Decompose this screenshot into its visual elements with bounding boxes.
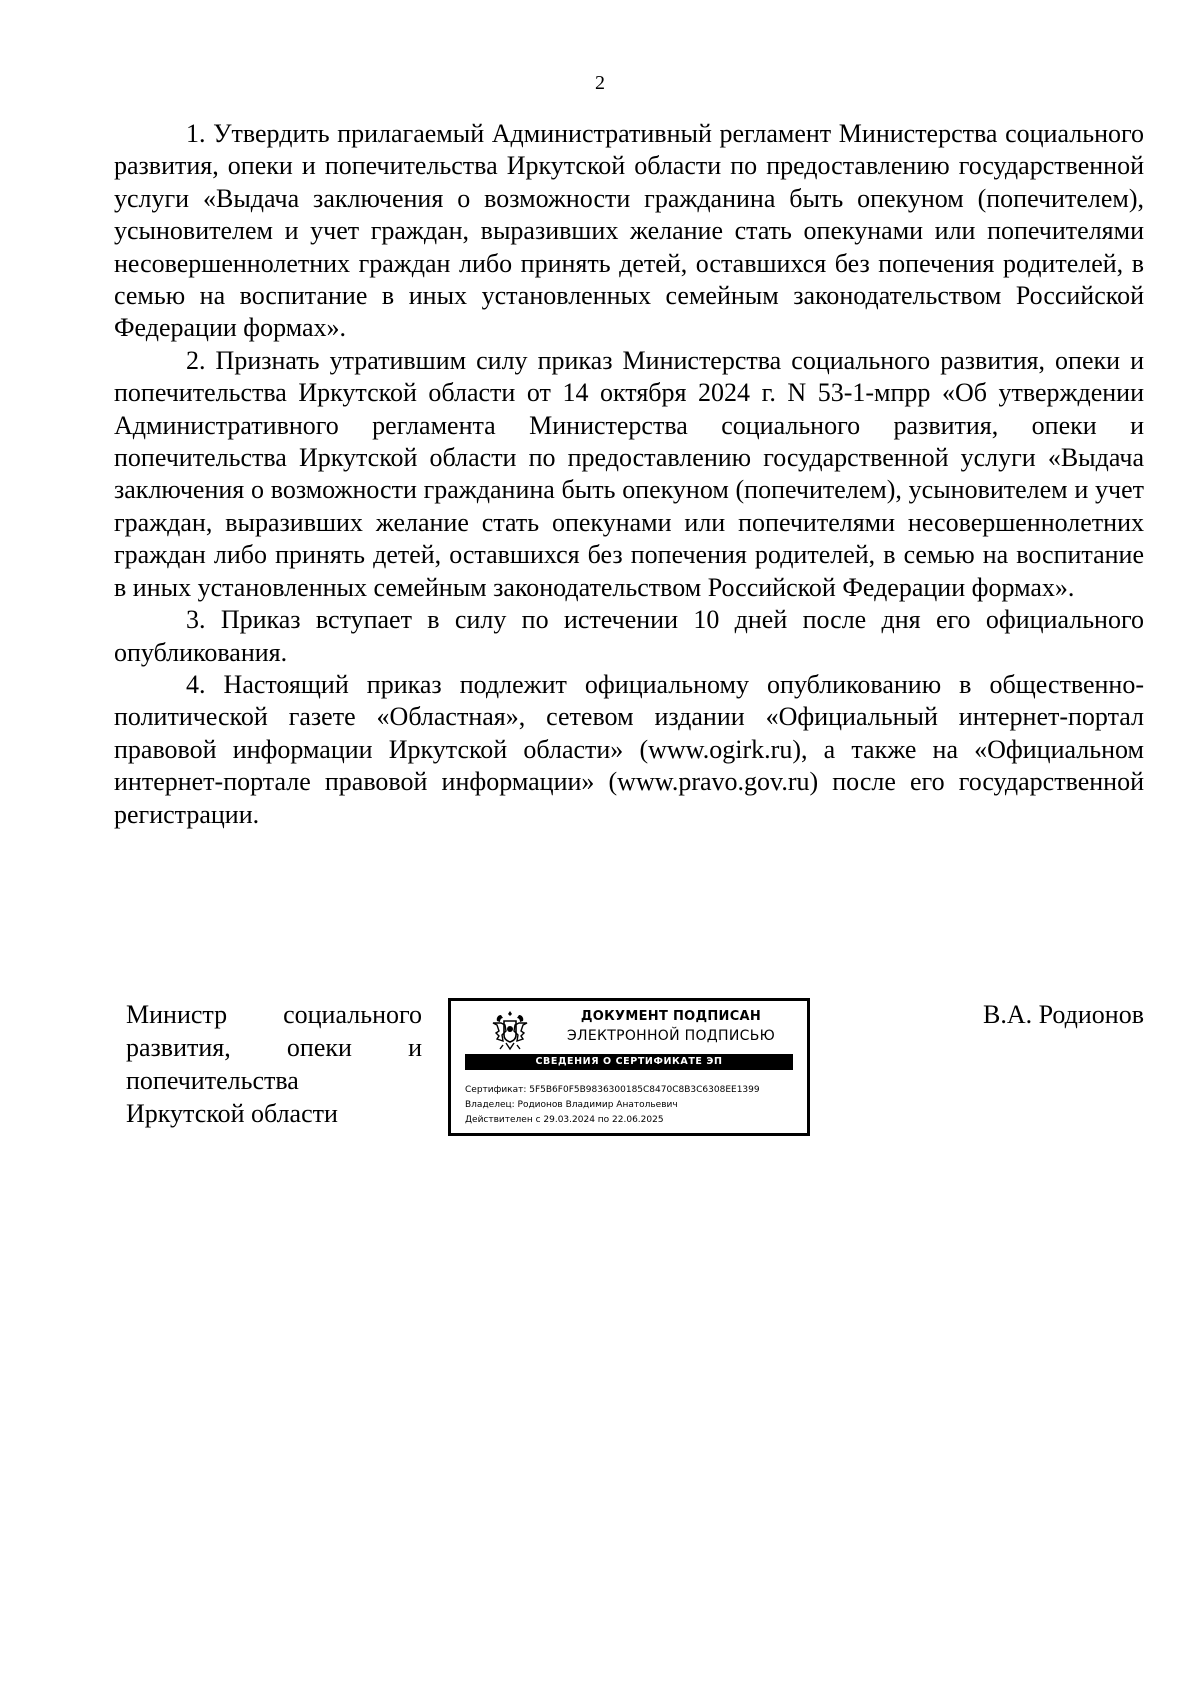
stamp-validity: Действителен с 29.03.2024 по 22.06.2025 <box>465 1115 664 1125</box>
paragraph-2: 2. Признать утратившим силу приказ Министерства социального развития, опеки и попечительства Иркутской области от 14 октября 2024 г. N 53-1-мпрр «Об утверждении Административного регламента Министерства социального развития, опеки и попечительства Иркутской области по предоставлению государственной услуги «Выдача заключения о возможности гражданина быть опекуном (попечителем), усыновителем и учет граждан, выразивших желание стать опекунами или попечителями несовершеннолетних граждан либо принять детей, оставшихся без попечения родителей, в семью на воспитание в иных установленных семейным законодательством Российской Федерации формах». <box>114 345 1144 602</box>
signer-name: В.А. Родионов <box>982 1000 1144 1029</box>
signer-position-line: Министр социального <box>126 1000 422 1029</box>
paragraph-4: 4. Настоящий приказ подлежит официальному опубликованию в общественно-политической газете «Областная», сетевом издании «Официальный интернет-портал правовой информации Иркутской области» (www.ogirk.ru), а также на «Официальном интернет-портале правовой информации» (www.pravo.gov.ru) после его государственной регистрации. <box>114 669 1144 829</box>
electronic-signature-stamp <box>448 998 810 1136</box>
signature-block <box>0 998 1200 1168</box>
signer-position-line: развития, опеки и <box>126 1033 422 1062</box>
page-number: 2 <box>595 72 605 94</box>
stamp-certificate-bar: СВЕДЕНИЯ О СЕРТИФИКАТЕ ЭП <box>465 1054 793 1070</box>
paragraph-1: 1. Утвердить прилагаемый Административный регламент Министерства социального развития, опеки и попечительства Иркутской области по предоставлению государственной услуги «Выдача заключения о возможности гражданина быть опекуном (попечителем), усыновителем и учет граждан, выразивших желание стать опекунами или попечителями несовершеннолетних граждан либо принять детей, оставшихся без попечения родителей, в семью на воспитание в иных установленных семейным законодательством Российской Федерации формах». <box>114 119 1144 343</box>
stamp-owner: Владелец: Родионов Владимир Анатольевич <box>465 1100 678 1110</box>
signer-position-line: Иркутской области <box>126 1099 338 1128</box>
signer-position <box>126 998 422 1130</box>
coat-of-arms-icon <box>487 1007 533 1053</box>
paragraph-3: 3. Приказ вступает в силу по истечении 10 дней после дня его официального опубликования. <box>114 605 1144 667</box>
order-body <box>114 118 1144 831</box>
stamp-heading: ЭЛЕКТРОННОЙ ПОДПИСЬЮ <box>566 1028 776 1044</box>
stamp-heading: ДОКУМЕНТ ПОДПИСАН <box>580 1009 762 1024</box>
signer-position-line: попечительства <box>126 1066 299 1095</box>
stamp-certificate-number: Сертификат: 5F5B6F0F5B9836300185C8470C8B3C6308EE1399 <box>465 1085 760 1095</box>
